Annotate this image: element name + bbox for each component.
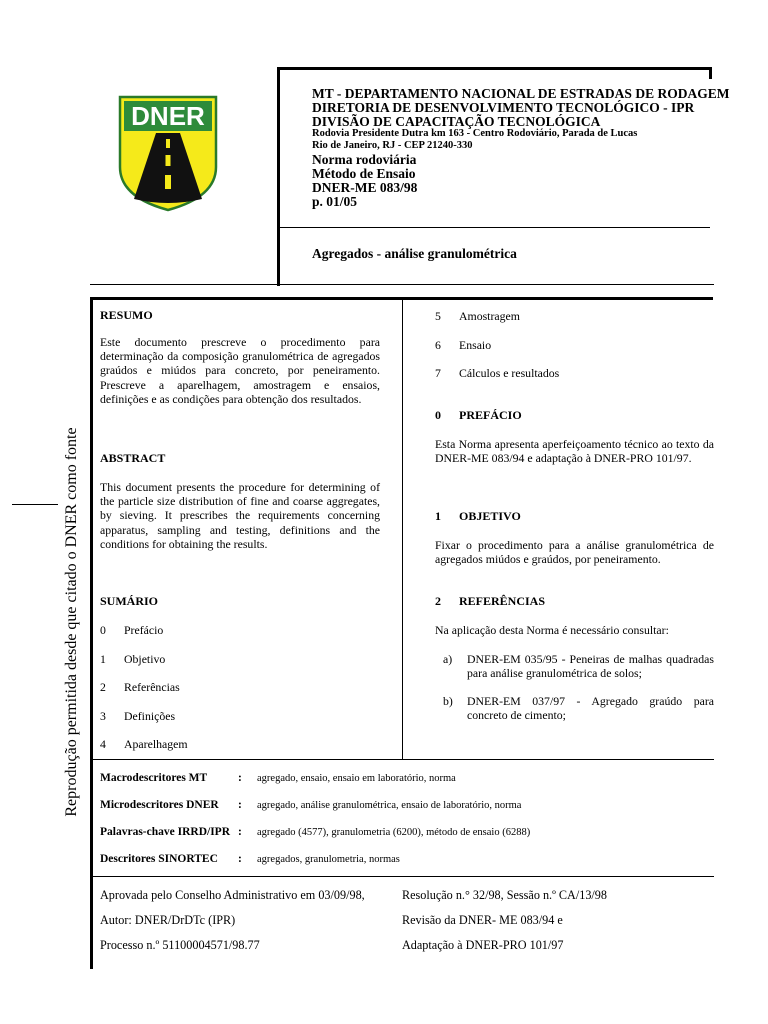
descriptors-bottom-line [92, 876, 714, 877]
toc-num: 7 [435, 366, 441, 380]
sumario-heading: SUMÁRIO [100, 594, 159, 608]
column-divider [402, 300, 403, 759]
descriptor-label: Macrodescritores MT [100, 772, 208, 784]
descriptor-label: Descritores SINORTEC [100, 853, 218, 865]
norm-line-page: p. 01/05 [312, 194, 358, 209]
prefacio-text: Esta Norma apresenta aperfeiçoamento técnico ao texto da DNER-ME 083/94 e adaptação à DNER-PRO 101/97. [435, 437, 714, 466]
toc-num: 1 [100, 652, 106, 666]
descriptor-value: agregado, ensaio, ensaio em laboratório, norma [257, 773, 456, 784]
descriptor-colon: : [238, 826, 242, 838]
toc-num: 0 [100, 623, 106, 637]
side-reproduction-note: Reprodução permitida desde que citado o DNER como fonte [63, 427, 80, 817]
toc-label: Ensaio [459, 338, 492, 352]
reference-item [443, 652, 714, 680]
reference-text: DNER-EM 035/95 - Peneiras de malhas quadradas para análise granulométrica de solos; [467, 652, 714, 681]
side-line [12, 504, 58, 505]
toc-label: Aparelhagem [124, 737, 188, 751]
header-line-3: DIVISÃO DE CAPACITAÇÃO TECNOLÓGICA [312, 114, 601, 129]
section-title: PREFÁCIO [459, 408, 522, 422]
resumo-heading: RESUMO [100, 308, 153, 322]
toc-item [100, 709, 300, 725]
objetivo-heading [435, 509, 685, 525]
toc-num: 5 [435, 309, 441, 323]
toc-label: Prefácio [124, 623, 164, 637]
toc-num: 4 [100, 737, 106, 751]
abstract-text: This document presents the procedure for determining of the particle size distribution of fine and coarse aggregates, by sieving. It prescribes the requirements concerning apparatus, sampling and testing, definitions and the conditions for obtaining the results. [100, 480, 380, 551]
toc-item [435, 366, 635, 382]
reference-mark: a) [443, 652, 453, 666]
norm-line-3: DNER-ME 083/98 [312, 180, 418, 195]
header-line-2: DIRETORIA DE DESENVOLVIMENTO TECNOLÓGICO - IPR [312, 100, 695, 115]
toc-num: 2 [100, 680, 106, 694]
descriptors-top-line [92, 759, 714, 760]
descriptor-colon: : [238, 772, 242, 784]
section-title: REFERÊNCIAS [459, 594, 546, 608]
footer-approval: Aprovada pelo Conselho Administrativo em 03/09/98, [100, 888, 365, 902]
section-number: 2 [435, 594, 441, 608]
prefacio-heading [435, 408, 685, 424]
descriptor-colon: : [238, 853, 242, 865]
descriptor-value: agregado (4577), granulometria (6200), método de ensaio (6288) [257, 827, 531, 838]
descriptor-value: agregados, granulometria, normas [257, 854, 400, 865]
reference-text: DNER-EM 037/97 - Agregado graúdo para concreto de cimento; [467, 694, 714, 723]
logo-text: DNER [131, 101, 205, 131]
header-box-left-border [277, 67, 280, 286]
section-title: OBJETIVO [459, 509, 521, 523]
toc-item [100, 737, 300, 753]
toc-item [100, 680, 300, 696]
header-separator [278, 227, 710, 228]
toc-item [100, 652, 300, 668]
footer-revision: Revisão da DNER- ME 083/94 e [402, 913, 563, 927]
header-line-1: MT - DEPARTAMENTO NACIONAL DE ESTRADAS DE RODAGEM [312, 86, 730, 101]
footer-adaptation: Adaptação à DNER-PRO 101/97 [402, 938, 564, 952]
header-address-1: Rodovia Presidente Dutra km 163 - Centro Rodoviário, Parada de Lucas [312, 128, 638, 139]
header-box-right-shadow [709, 67, 712, 79]
toc-item [100, 623, 300, 639]
toc-item [435, 338, 635, 354]
toc-label: Cálculos e resultados [459, 366, 560, 380]
document-title: Agregados - análise granulométrica [312, 246, 517, 261]
footer-resolution: Resolução n.° 32/98, Sessão n.º CA/13/98 [402, 888, 607, 902]
toc-label: Amostragem [459, 309, 520, 323]
reference-mark: b) [443, 694, 453, 708]
toc-label: Referências [124, 680, 180, 694]
referencias-heading [435, 594, 685, 610]
section-number: 0 [435, 408, 441, 422]
reference-item [443, 694, 714, 722]
toc-label: Objetivo [124, 652, 166, 666]
norm-line-2: Método de Ensaio [312, 166, 416, 181]
toc-item [435, 309, 635, 325]
abstract-heading: ABSTRACT [100, 451, 166, 465]
norm-line-1: Norma rodoviária [312, 152, 417, 167]
toc-label: Definições [124, 709, 176, 723]
resumo-text: Este documento prescreve o procedimento para determinação da composição granulométrica de agregados graúdos e miúdos para concreto, por peneiramento. Prescreve a aparelhagem, amostragem e ensaios, definições e as condições para obtenção dos resultados. [100, 335, 380, 406]
header-address-2: Rio de Janeiro, RJ - CEP 21240-330 [312, 140, 473, 151]
header-bottom-line [90, 284, 714, 285]
descriptor-colon: : [238, 799, 242, 811]
body-left-border [90, 297, 93, 969]
descriptor-label: Microdescritores DNER [100, 799, 219, 811]
referencias-intro: Na aplicação desta Norma é necessário consultar: [435, 623, 669, 637]
section-number: 1 [435, 509, 441, 523]
objetivo-text: Fixar o procedimento para a análise granulométrica de agregados miúdos e graúdos, por peneiramento. [435, 538, 714, 567]
toc-num: 3 [100, 709, 106, 723]
footer-process: Processo n.º 51100004571/98.77 [100, 938, 260, 952]
toc-num: 6 [435, 338, 441, 352]
descriptor-label: Palavras-chave IRRD/IPR [100, 826, 230, 838]
dner-logo [118, 95, 218, 212]
descriptor-value: agregado, análise granulométrica, ensaio de laboratório, norma [257, 800, 522, 811]
header-box-top-border [278, 67, 712, 70]
footer-author: Autor: DNER/DrDTc (IPR) [100, 913, 236, 927]
